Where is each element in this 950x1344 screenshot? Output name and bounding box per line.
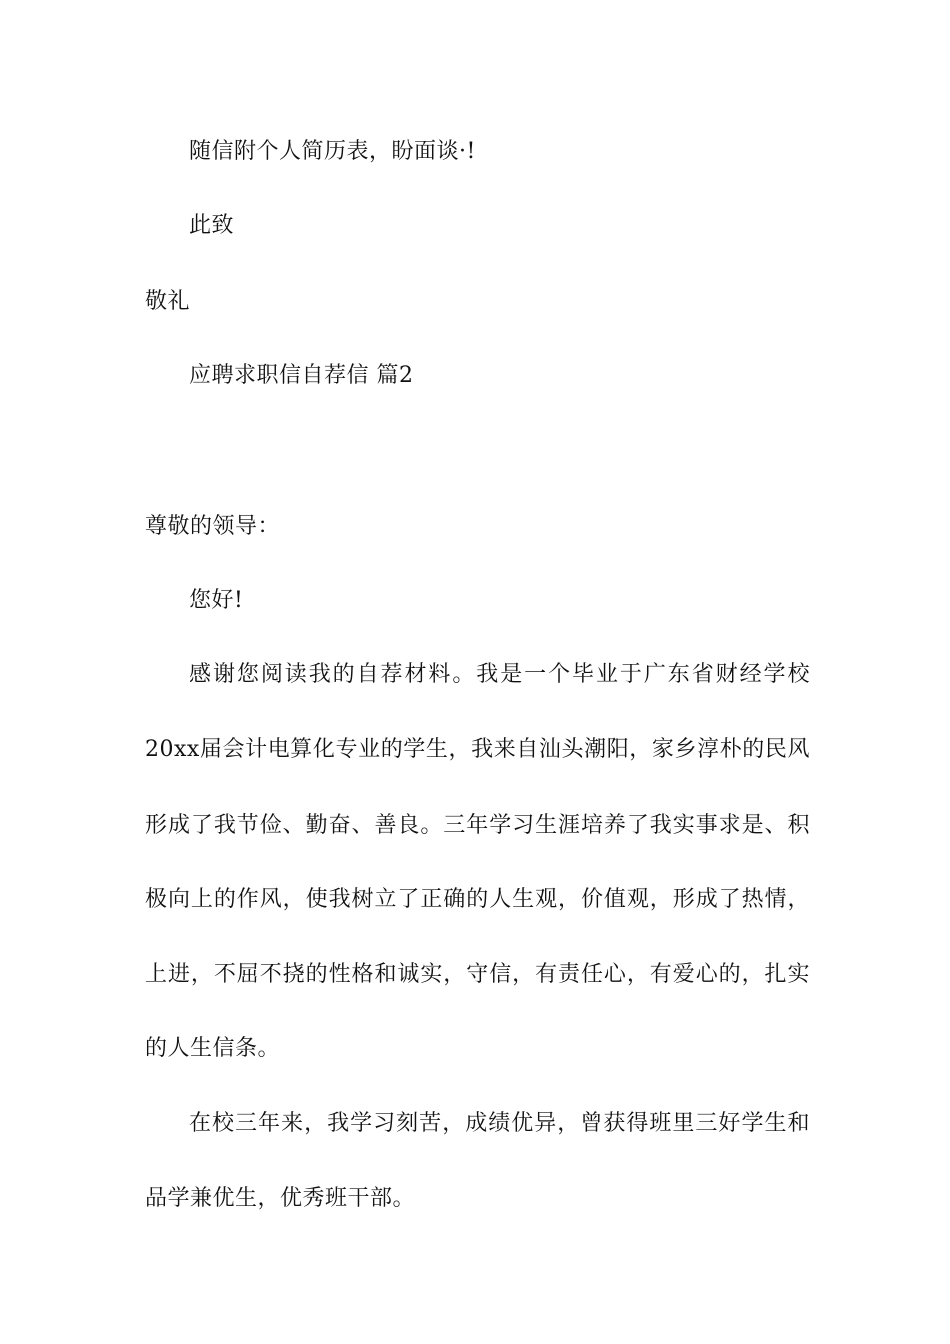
- paragraph-2-line: 在校三年来，我学习刻苦，成绩优异，曾获得班里三好学生和: [189, 1111, 810, 1136]
- closing-line: 随信附个人简历表，盼面谈·!: [189, 139, 476, 164]
- paragraph-1-line: 极向上的作风，使我树立了正确的人生观，价值观，形成了热情，: [145, 887, 810, 912]
- hello-line: 您好!: [189, 588, 244, 613]
- salutation-cizhi: 此致: [189, 213, 235, 238]
- salutation-jingli: 敬礼: [145, 289, 191, 314]
- paragraph-1-line: 20xx届会计电算化专业的学生，我来自汕头潮阳，家乡淳朴的民风: [145, 737, 810, 762]
- greeting: 尊敬的领导：: [145, 514, 281, 539]
- paragraph-1-line: 上进，不屈不挠的性格和诚实，守信，有责任心，有爱心的，扎实: [145, 962, 810, 987]
- section-title: 应聘求职信自荐信 篇2: [189, 363, 414, 388]
- paragraph-1-line: 感谢您阅读我的自荐材料。我是一个毕业于广东省财经学校: [189, 662, 810, 687]
- paragraph-1-line: 形成了我节俭、勤奋、善良。三年学习生涯培养了我实事求是、积: [145, 813, 810, 838]
- paragraph-1-line: 的人生信条。: [145, 1036, 281, 1061]
- paragraph-2-line: 品学兼优生，优秀班干部。: [145, 1186, 416, 1211]
